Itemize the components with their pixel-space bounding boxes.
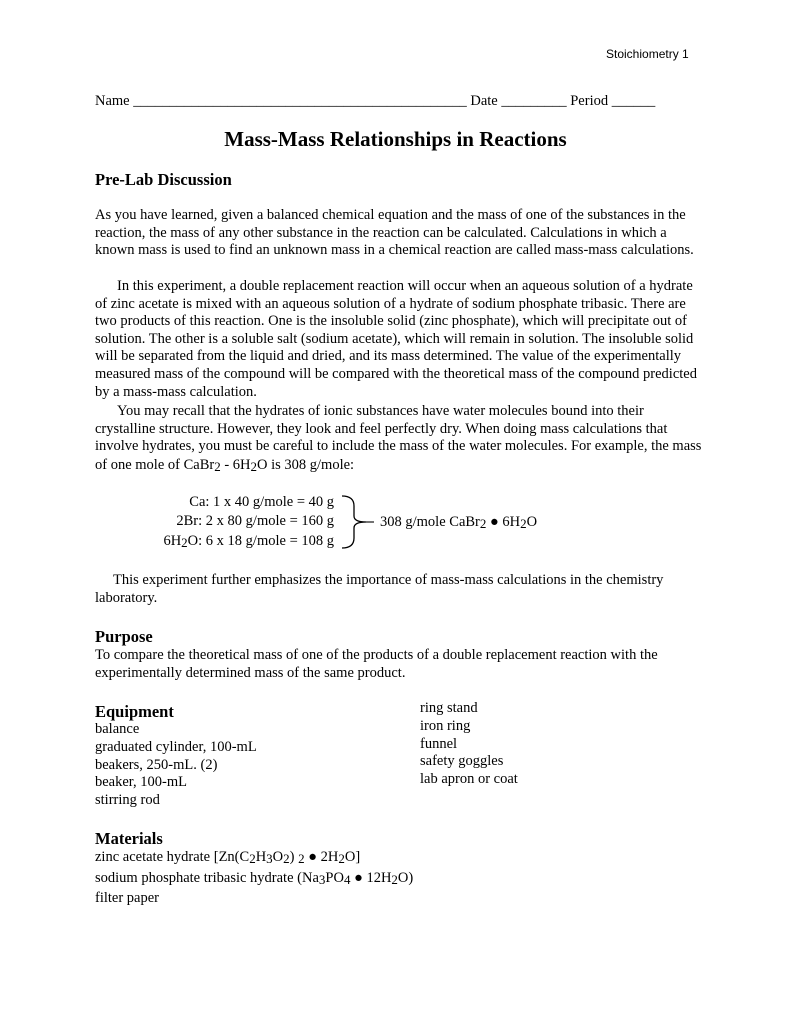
material-text: O) [397,870,414,886]
material-text: H [255,849,267,865]
equipment-heading: Equipment [95,702,174,721]
material-text: ● 2H [304,849,339,865]
calc-line-ca: Ca: 1 x 40 g/mole = 40 g [189,494,334,510]
para3-subscript-1: 2 [214,458,221,474]
material-subscript: 4 [343,872,351,887]
prelab-paragraph-4: This experiment further emphasizes the importance of mass-mass calculations in the chemistry laboratory. [95,572,664,606]
equipment-list-left [95,721,257,810]
purpose-text: To compare the theoretical mass of one of the products of a double replacement reaction with the experimentally determined mass of the same product. [95,647,658,681]
material-subscript: 2 [391,872,398,887]
calc-h2o-text-a: 6H [163,533,182,549]
equipment-item: stirring rod [95,792,160,809]
calc-result-text-c: O [526,514,538,530]
material-item-zinc-acetate [95,849,360,866]
material-text: zinc acetate hydrate [Zn(C [95,849,250,865]
para3-text-c: O is 308 g/mole: [257,456,355,473]
calc-h2o-text-b: O: 6 x 18 g/mole = 108 g [187,533,334,549]
material-text: sodium phosphate tribasic hydrate (Na [95,870,319,886]
equipment-item: lab apron or coat [420,771,518,788]
prelab-paragraph-3 [95,403,705,474]
running-header: Stoichiometry 1 [606,47,689,61]
calc-result-text-b: ● 6H [486,514,521,530]
equipment-item: balance [95,721,140,737]
material-subscript: 2 [338,851,345,866]
para3-subscript-2: 2 [250,458,258,474]
material-subscript: 3 [266,851,273,866]
curly-brace-icon [338,494,378,550]
material-text: O [272,849,284,865]
calc-h2o-subscript: 2 [181,535,188,550]
equipment-item: iron ring [420,717,471,734]
material-subscript: 2 [298,851,305,866]
equipment-item: beaker, 100-mL [95,774,188,791]
prelab-heading: Pre-Lab Discussion [95,170,232,189]
page-title: Mass-Mass Relationships in Reactions [224,127,567,151]
para3-text-a: You may recall that the hydrates of ionic substances have water molecules bound into their crystalline structure. However, they look and feel perfectly dry. When doing mass calculations that involve hydrates, you must be careful to include the mass of the water molecules. For example, the mass of one mole of CaBr [95,403,702,473]
equipment-item: safety goggles [420,753,504,770]
material-text: ) [289,849,299,865]
equipment-list-right [420,700,518,789]
material-text: PO [325,870,344,886]
calc-line-h2o [74,533,334,550]
calc-result-subscript-2: 2 [520,516,527,531]
calc-result-text-a: 308 g/mole CaBr [380,514,480,530]
material-subscript: 2 [283,851,290,866]
prelab-paragraph-1: As you have learned, given a balanced chemical equation and the mass of one of the substances in the reaction, the mass of any other substance in the reaction can be calculated. Calculations in which a known mass is used to find an unknown mass in a chemical reaction are called mass-mass calculations. [95,207,694,259]
equipment-item: graduated cylinder, 100-mL [95,738,257,755]
material-item-sodium-phosphate [95,870,413,887]
equipment-item: beakers, 250-mL. (2) [95,756,218,773]
material-text: ● 12H [350,870,392,886]
equipment-item: ring stand [420,700,478,716]
calc-result [380,514,537,531]
prelab-paragraph-2: In this experiment, a double replacement reaction will occur when an aqueous solution of a hydrate of zinc acetate is mixed with an aqueous solution of a hydrate of sodium phosphate tribasic. There are two products of this reaction. One is the insoluble solid (zinc phosphate), which will precipitate out of solution. The other is a soluble salt (sodium acetate), which will remain in solution. The insoluble solid will be separated from the liquid and dried, and its mass determined. The value of the experimentally measured mass of the compound will be compared with the theoretical mass of the compound predicted by a mass-mass calculation. [95,278,697,400]
purpose-heading: Purpose [95,627,153,646]
materials-heading: Materials [95,829,163,848]
name-date-period-line: Name ______________________________________________ Date _________ Period ______ [95,93,656,109]
equipment-item: funnel [420,735,458,752]
material-text: O] [344,849,361,865]
material-subscript: 3 [318,872,326,887]
calc-result-subscript-1: 2 [479,516,487,531]
calc-line-br: 2Br: 2 x 80 g/mole = 160 g [176,513,334,529]
material-subscript: 2 [249,851,256,866]
material-item-filter-paper: filter paper [95,890,160,906]
para3-text-b: - 6H [220,456,251,473]
